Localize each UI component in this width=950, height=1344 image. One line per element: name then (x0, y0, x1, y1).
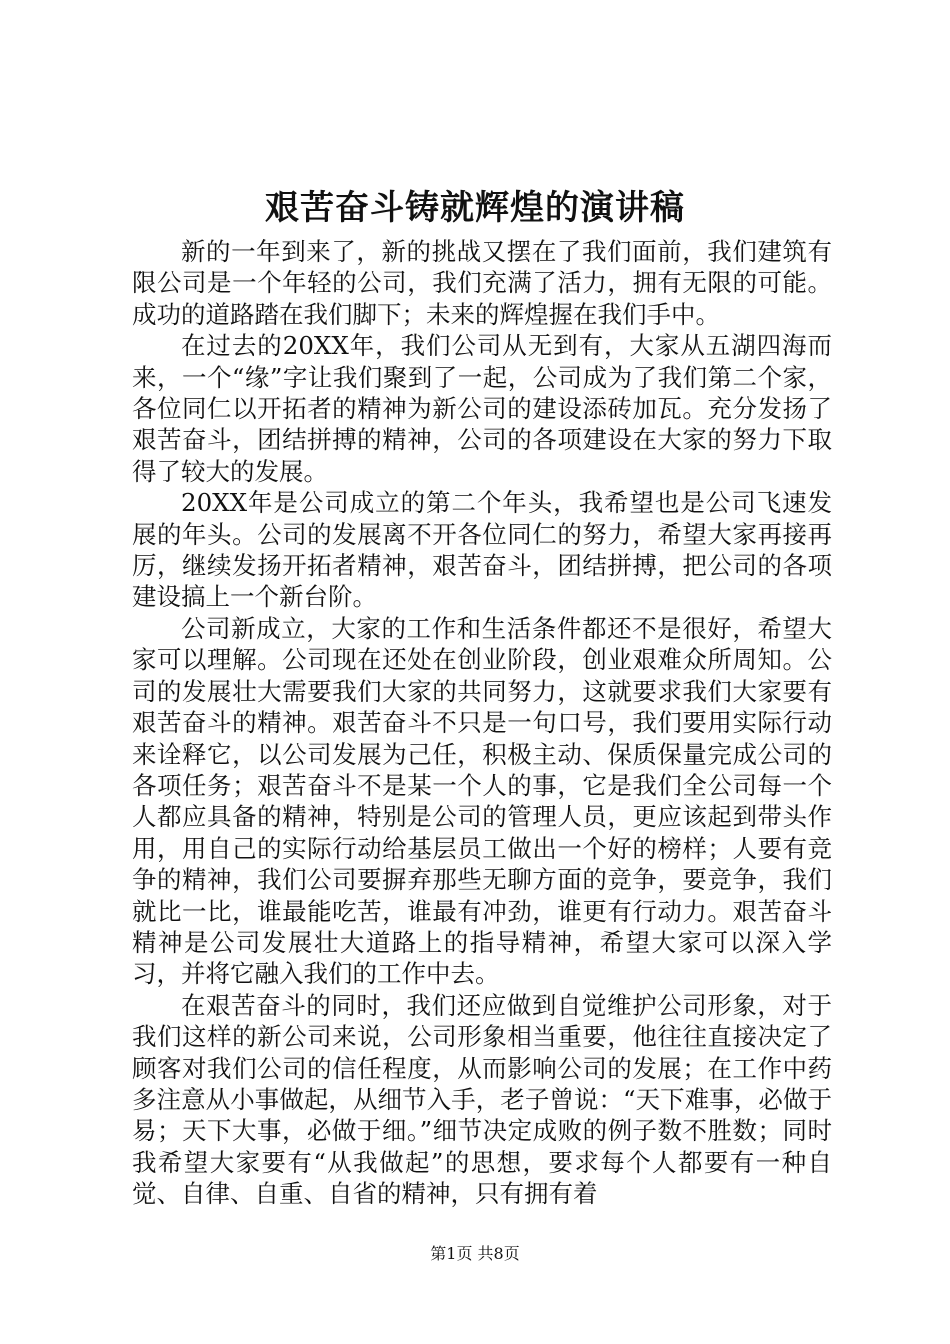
paragraph-2: 在过去的20XX年，我们公司从无到有，大家从五湖四海而来，一个“缘”字让我们聚到了一起，公司成为了我们第二个家，各位同仁以开拓者的精神为新公司的建设添砖加瓦。充分发扬了艰苦奋斗，团结拼搏的精神，公司的各项建设在大家的努力下取得了较大的发展。 (132, 331, 832, 486)
paragraph-1: 新的一年到来了，新的挑战又摆在了我们面前，我们建筑有限公司是一个年轻的公司，我们充满了活力，拥有无限的可能。成功的道路踏在我们脚下；未来的辉煌握在我们手中。 (132, 237, 832, 329)
document-title: 艰苦奋斗铸就辉煌的演讲稿 (265, 188, 685, 228)
document-body (132, 236, 832, 1210)
paragraph-5: 在艰苦奋斗的同时，我们还应做到自觉维护公司形象，对于我们这样的新公司来说，公司形象相当重要，他往往直接决定了顾客对我们公司的信任程度，从而影响公司的发展；在工作中药多注意从小事做起，从细节入手，老子曾说：“天下难事，必做于易；天下大事，必做于细。”细节决定成败的例子数不胜数；同时我希望大家要有“从我做起”的思想，要求每个人都要有一种自觉、自律、自重、自省的精神，只有拥有着 (132, 990, 832, 1209)
paragraph-4: 公司新成立，大家的工作和生活条件都还不是很好，希望大家可以理解。公司现在还处在创业阶段，创业艰难众所周知。公司的发展壮大需要我们大家的共同努力，这就要求我们大家要有艰苦奋斗的精神。艰苦奋斗不只是一句口号，我们要用实际行动来诠释它，以公司发展为己任，积极主动、保质保量完成公司的各项任务；艰苦奋斗不是某一个人的事，它是我们全公司每一个人都应具备的精神，特别是公司的管理人员，更应该起到带头作用，用自己的实际行动给基层员工做出一个好的榜样；人要有竞争的精神，我们公司要摒弃那些无聊方面的竞争，要竞争，我们就比一比，谁最能吃苦，谁最有冲劲，谁更有行动力。艰苦奋斗精神是公司发展壮大道路上的指导精神，希望大家可以深入学习，并将它融入我们的工作中去。 (132, 613, 832, 989)
paragraph-3: 20XX年是公司成立的第二个年头，我希望也是公司飞速发展的年头。公司的发展离不开各位同仁的努力，希望大家再接再厉，继续发扬开拓者精神，艰苦奋斗，团结拼搏，把公司的各项建设搞上一个新台阶。 (132, 488, 832, 612)
page-number-footer: 第1页 共8页 (430, 1244, 520, 1263)
